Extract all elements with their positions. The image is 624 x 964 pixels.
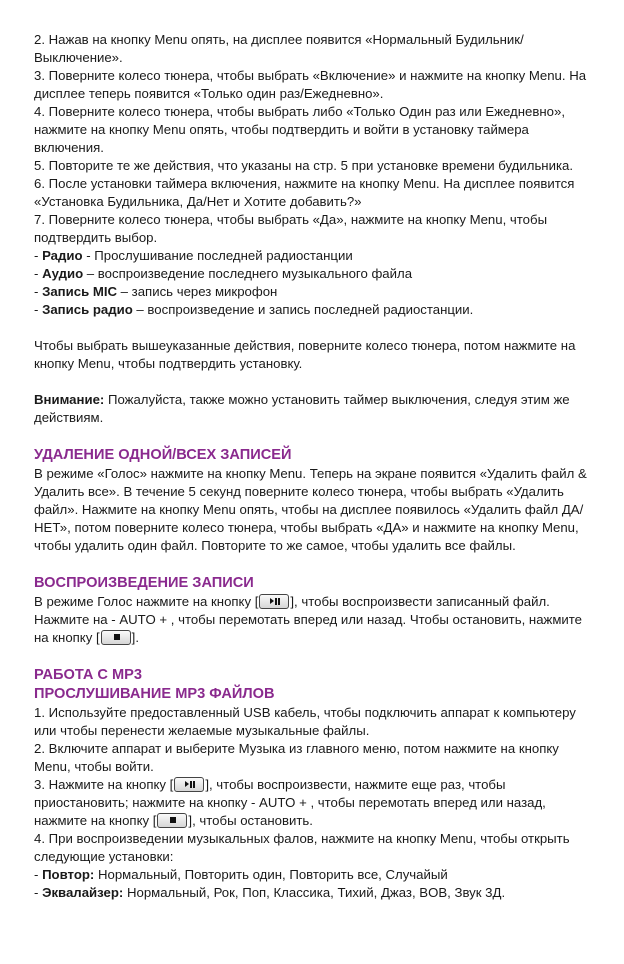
equalizer-label: Эквалайзер: <box>42 885 124 900</box>
option-term: Запись MIC <box>42 284 118 299</box>
step-4: 4. Поверните колесо тюнера, чтобы выбрать либо «Только Один раз или Ежедневно», нажмите на кнопку Menu опять, чтобы подтвердить и войти в установку таймера включения. <box>34 104 565 155</box>
delete-heading: УДАЛЕНИЕ ОДНОЙ/ВСЕХ ЗАПИСЕЙ <box>34 447 292 463</box>
step-2: 2. Нажав на кнопку Menu опять, на дисплее появится «Нормальный Будильник/ Выключение». <box>34 32 524 65</box>
option-term: Аудио <box>42 266 84 281</box>
step-3: 3. Поверните колесо тюнера, чтобы выбрать «Включение» и нажмите на кнопку Menu. На дисплее теперь появится «Только один раз/Ежедневно». <box>34 68 587 101</box>
option-item: - Запись MIC – запись через микрофон <box>34 284 278 299</box>
attention-label: Внимание: <box>34 392 105 407</box>
option-item: - Радио - Прослушивание последней радиостанции <box>34 248 353 263</box>
option-term: Запись радио <box>42 302 133 317</box>
play-pause-icon <box>259 594 289 609</box>
stop-icon <box>101 630 131 645</box>
delete-body: В режиме «Голос» нажмите на кнопку Menu. Теперь на экране появится «Удалить файл & Удалить все». В течение 5 секунд поверните колесо тюнера, чтобы выбрать «Удалить файл». Нажмите на кнопку Menu опять, чтобы на дисплее появилось «Удалить файл ДА/НЕТ», потом поверните колесо тюнера, чтобы выбрать «ДА» и нажмите на кнопку Menu, чтобы удалить один файл. Повторите то же самое, чтобы удалить все файлы. <box>34 466 587 553</box>
play-pause-icon <box>174 777 204 792</box>
step-7: 7. Поверните колесо тюнера, чтобы выбрать «Да», нажмите на кнопку Menu, чтобы подтвердить выбор. <box>34 212 548 245</box>
step-5: 5. Повторите те же действия, что указаны на стр. 5 при установке времени будильника. <box>34 158 574 173</box>
option-item: - Запись радио – воспроизведение и запись последней радиостанции. <box>34 302 474 317</box>
manual-page <box>34 31 594 902</box>
step-6: 6. После установки таймера включения, нажмите на кнопку Menu. На дисплее появится «Установка Будильника, Да/Нет и Хотите добавить?» <box>34 176 575 209</box>
repeat-option: - Повтор: Нормальный, Повторить один, Повторить все, Случайый <box>34 867 448 882</box>
equalizer-option: - Эквалайзер: Нормальный, Рок, Поп, Классика, Тихий, Джаз, BOB, Звук 3Д. <box>34 885 506 900</box>
playback-heading: ВОСПРОИЗВЕДЕНИЕ ЗАПИСИ <box>34 575 254 591</box>
mp3-listen-heading: ПРОСЛУШИВАНИЕ MP3 ФАЙЛОВ <box>34 686 275 702</box>
playback-body: В режиме Голос нажмите на кнопку [ ], чтобы воспроизвести записанный файл. Нажмите на - AUTO + , чтобы перемотать вперед или назад. Чтобы остановить, нажмите на кнопку [ ]. <box>34 594 583 645</box>
mp3-step-3: 3. Нажмите на кнопку [ ], чтобы воспроизвести, нажмите еще раз, чтобы приостановить; нажмите на кнопку - AUTO + , чтобы перемотать вперед или назад, нажмите на кнопку [ ], чтобы остановить. <box>34 777 546 828</box>
repeat-label: Повтор: <box>42 867 95 882</box>
mp3-step-2: 2. Включите аппарат и выберите Музыка из главного меню, потом нажмите на кнопку Menu, чтобы войти. <box>34 741 559 774</box>
option-term: Радио <box>42 248 83 263</box>
mp3-step-4: 4. При воспроизведении музыкальных фалов, нажмите на кнопку Menu, чтобы открыть следующие установки: <box>34 831 570 864</box>
mp3-step-1: 1. Используйте предоставленный USB кабель, чтобы подключить аппарат к компьютеру или чтобы перенести желаемые музыкальные файлы. <box>34 705 576 738</box>
stop-icon <box>157 813 187 828</box>
mp3-heading: РАБОТА С MP3 <box>34 667 143 683</box>
attention-note: Внимание: Пожалуйста, также можно установить таймер выключения, следуя этим же действиям. <box>34 392 570 425</box>
select-note: Чтобы выбрать вышеуказанные действия, поверните колесо тюнера, потом нажмите на кнопку Menu, чтобы подтвердить установку. <box>34 338 576 371</box>
option-item: - Аудио – воспроизведение последнего музыкального файла <box>34 266 413 281</box>
